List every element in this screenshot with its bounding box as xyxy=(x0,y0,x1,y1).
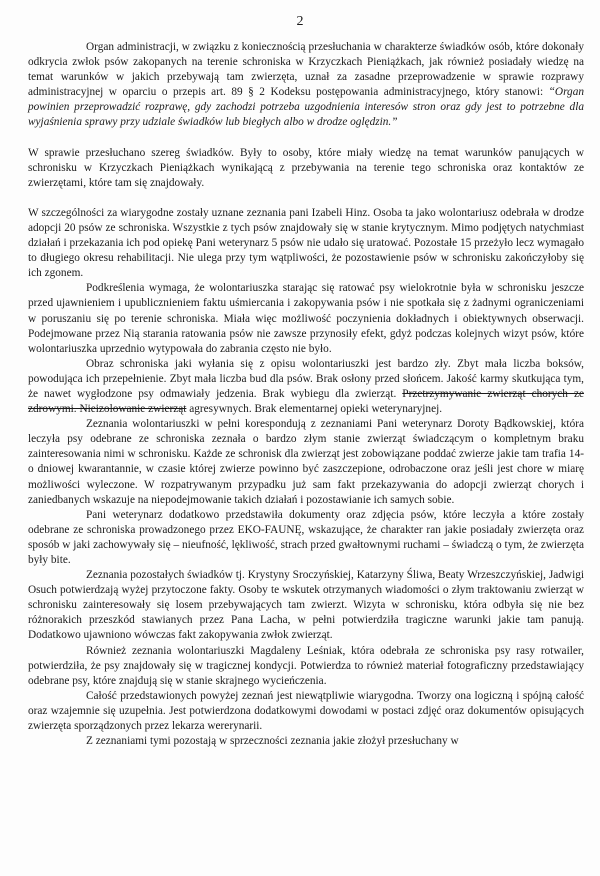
paragraph-witnesses-heard: W sprawie przesłuchano szereg świadków. Były to osoby, które miały wiedzę na temat warunków panujących w schronisku w Krzyczkach Pieniążkach wynikającą z przebywania na terenie tego schroniska oraz kontaktów ze zwierzętami, które tam się znajdowały. xyxy=(28,146,584,189)
paragraph-credibility-assessment: Całość przedstawionych powyżej zeznań jest niewątpliwie wiarygodna. Tworzy ona logiczną i spójną całość oraz wzajemnie się uzupełnia. Jest potwierdzona dodatkowymi dowodami w postaci zdjęć oraz dokumentów opisujących zwierzęta sporządzonych przez lekarza wererynarii. xyxy=(28,689,584,733)
paragraph-text: agresywnych. Brak elementarnej opieki weterynaryjnej. xyxy=(186,403,443,416)
legal-quote: “Organ powinien przeprowadzić rozprawę, gdy zachodzi potrzeba uzgodnienia interesów stron oraz gdy jest to potrzebne dla wyjaśnienia sprawy przy udziale świadków lub biegłych albo w drodze oględzin.” xyxy=(28,86,584,129)
paragraph-veterinarian-documents: Pani weterynarz dodatkowo przedstawiła dokumenty oraz zdjęcia psów, które leczyła a które zostały odebrane ze schroniska prowadzonego przez EKO-FAUNĘ, wskazujące, że charakter ran jakie posiadały zwierzęta oraz sposób w jaki zachowywały się – nieufność, lękliwość, strach przed gwałtownymi ruchami – świadczą o tym, że zwierzęta były bite. xyxy=(28,508,584,566)
paragraph-other-witnesses: Zeznania pozostałych świadków tj. Krystyny Sroczyńskiej, Katarzyny Śliwa, Beaty Wrzeszczyńskiej, Jadwigi Osuch potwierdzają wyżej przytoczone fakty. Osoby te wskutek otrzymanych wiadomości o złym traktowaniu zwierząt w schronisku zainteresowały się losem przebywających tam zwierzt. Wizyta w schronisku, która odbyła się nie bez różnorakich przeszkód stawianych przez Pana Lacha, w pełni potwierdziła tragiczne warunki jakie tam panują. Dodatkowo ujawniono wówczas fakt zakopywania zwłok zwierząt. xyxy=(28,569,584,642)
paragraph-izabela-hinz-testimony: W szczególności za wiarygodne zostały uznane zeznania pani Izabeli Hinz. Osoba ta jako wolontariusz odebrała w drodze adopcji 20 psów ze schroniska. Wszystkie z tych psów znajdowały się w stanie krytycznym. Mimo podjętych natychmiast działań i przekazania ich pod opiekę Pani weterynarz 5 psów nie udało się uratować. Pozostałe 15 przeżyło lecz wymagało to długiego okresu rehabilitacji. Nie ulega przy tym wątpliwości, że pozostawienie psów w schronisku zakończyłoby się ich zgonem. xyxy=(28,206,584,280)
document-body xyxy=(28,40,584,749)
paragraph-text: Obraz schroniska jaki wyłania się z opisu wolontariuszki jest bardzo zły. Zbyt mała liczba boksów, powodująca ich przepełnienie. Zbyt mała liczba bud dla psów. Brak osłony przed słońcem. Jakość karmy skutkująca tym, że nawet wygłodzone psy odmawiały jedzenia. Brak wybiegu dla zwierząt. xyxy=(28,357,584,400)
paragraph-magdalena-lesniak-testimony: Również zeznania wolontariuszki Magdaleny Leśniak, która odebrała ze schroniska psy rasy rotwailer, potwierdziła, że psy znajdowały się w tragicznej kondycji. Potwierdza to również materiał fotograficzny przedstawiający odebrane psy, które znajdują się w stanie skrajnego wycieńczenia. xyxy=(28,644,584,687)
struck-through-text: Przetrzymywanie zwierząt chorych ze zdrowymi. Nieizolowanie zwierząt xyxy=(28,387,584,416)
paragraph-hearing-rationale xyxy=(28,40,584,131)
paragraph-veterinarian-testimony: Zeznania wolontariuszki w pełni korespondują z zeznaniami Pani weterynarz Doroty Bądkowskiej, która leczyła psy odebrane ze schroniska zeznała o bardzo złym stanie zwierząt świadczącym o kompletnym braku zainteresowania nimi w schronisku. Każde ze schronisk dla zwierząt jest zobowiązane poddać zwierze jakie tam trafia 14-o dniowej kwarantannie, w czasie której zwierze powinno być zaszczepione, odrobaczone oraz jeśli jest chore w miarę możliwości wyleczone. W rozpatrywanym przypadku już sam fakt przekazywania do adopcji zwierząt chorych i zaniedbanych wskazuje na niepodejmowanie takich działań i pozostawianie ich samych sobie. xyxy=(28,418,584,506)
paragraph-contradicting-testimony: Z zeznaniami tymi pozostają w sprzeczności zeznania jakie złożył przesłuchany w xyxy=(86,735,459,748)
paragraph-shelter-conditions xyxy=(28,357,584,417)
page-number: 2 xyxy=(296,14,304,29)
paragraph-volunteer-observations: Podkreślenia wymaga, że wolontariuszka starając się ratować psy wielokrotnie była w schronisku jeszcze przed ujawnieniem i upublicznieniem faktu uśmiercania i zakopywania psów i nie spotkała się z żadnymi ograniczeniami w poruszaniu się po terenie schroniska. Miała więc możliwość poczynienia dokładnych i obiektywnych obserwacji. Podejmowane przez Nią starania ratowania psów nie zawsze przynosiły efekt, gdyż podczas kolejnych wizyt psów, które wolontariuszka uprzednio wytypowała do zabrania często nie było. xyxy=(28,282,584,355)
paragraph-text: Organ administracji, w związku z koniecznością przesłuchania w charakterze świadków osób, które dokonały odkrycia zwłok psów zakopanych na terenie schroniska w Krzyczkach Pieniążkach, jak również posiadały wiedzę na temat warunków w jakich przebywają tam zwierzęta, uznał za zasadne przeprowadzenie w sprawie rozprawy administracyjnej w oparciu o przepis art. 89 § 2 Kodeksu postępowania administracyjnego, który stanowi: xyxy=(28,41,584,99)
